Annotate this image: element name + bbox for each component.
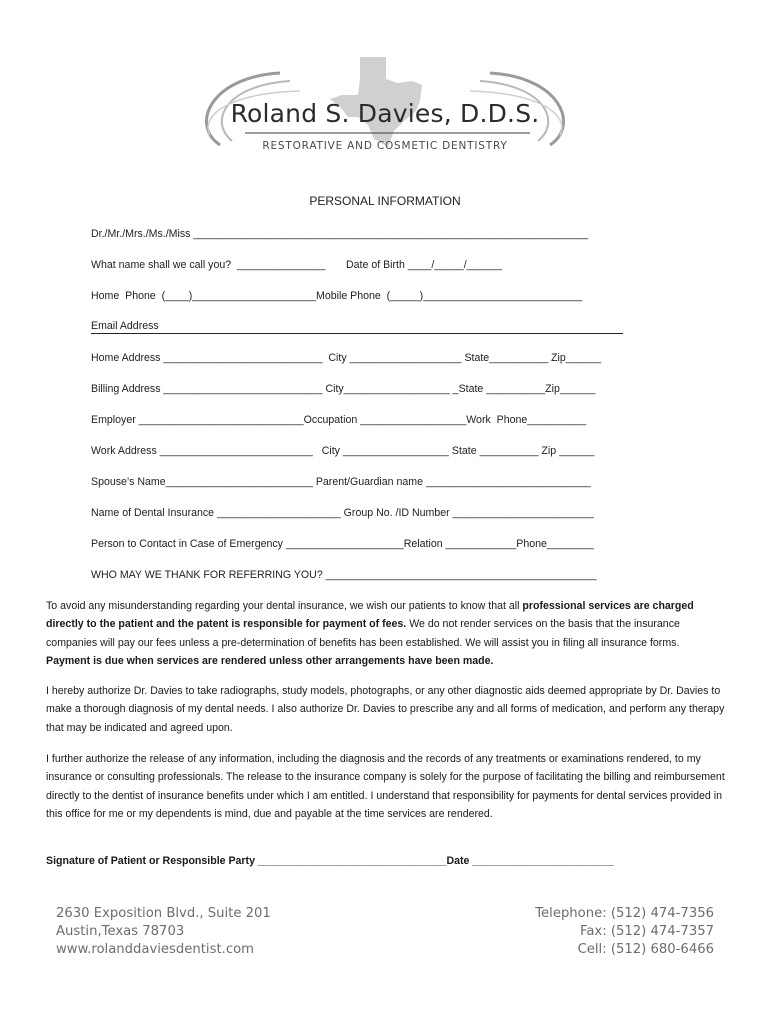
email-field[interactable]: Email Address — [91, 320, 623, 334]
address-line-2: Austin,Texas 78703 — [56, 924, 185, 939]
authorization-paragraph: I hereby authorize Dr. Davies to take radiographs, study models, photographs, or any other diagnostic aids deemed appropriate by Dr. Davies to make a thorough diagnosis of my dental needs. I also authorize Dr. Davies to prescribe any and all forms of medication, and perform any therapy that may be indicated and agreed upon. — [46, 685, 725, 734]
nickname-dob-field[interactable]: What name shall we call you? _______________ Date of Birth ____/_____/______ — [91, 259, 503, 271]
emergency-contact-field[interactable]: Person to Contact in Case of Emergency ____________________Relation ____________Phone________ — [91, 538, 595, 550]
fax-number: Fax: (512) 474-7357 — [579, 924, 714, 939]
referral-field[interactable]: WHO MAY WE THANK FOR REFERRING YOU? ______________________________________________ — [91, 569, 597, 581]
insurance-paragraph: To avoid any misunderstanding regarding your dental insurance, we wish our patients to know that all professional services are charged directly to the patient and the patent is responsible for payment of fees. We do not render services on the basis that the insurance companies will pay our fees unless a pre-determination of benefits has been established. We will assist you in filing all insurance forms. Payment is due when services are rendered unless other arrangements have been made. — [46, 600, 694, 668]
letterhead — [190, 55, 580, 170]
insurance-field[interactable]: Name of Dental Insurance _____________________ Group No. /ID Number ________________________ — [91, 507, 595, 519]
cell-number: Cell: (512) 680-6466 — [577, 942, 714, 957]
home-address-field[interactable]: Home Address ___________________________ City ___________________ State__________ Zip______ — [91, 352, 602, 364]
work-address-field[interactable]: Work Address __________________________ City __________________ State __________ Zip ______ — [91, 445, 595, 457]
billing-address-field[interactable]: Billing Address ___________________________ City__________________ _State __________Zip______ — [91, 383, 596, 395]
release-paragraph: I further authorize the release of any information, including the diagnosis and the records of any treatments or examinations rendered, to my insurance or consulting professionals. The release to the insurance company is solely for the purpose of facilitating the billing and reimbursement directly to the dentist of insurance benefits under which I am entitled. I understand that responsibility for payments for dental services provided in this office for me or my dependents is mind, due and payable at the time services are rendered. — [46, 753, 725, 821]
address-line-1: 2630 Exposition Blvd., Suite 201 — [56, 906, 271, 921]
employer-field[interactable]: Employer ____________________________Occupation __________________Work Phone__________ — [91, 414, 587, 426]
form-title: PERSONAL INFORMATION — [309, 194, 461, 208]
practice-name: Roland S. Davies, D.D.S. — [230, 99, 540, 128]
phone-field[interactable]: Home Phone (____)_____________________Mobile Phone (_____)___________________________ — [91, 290, 583, 302]
footer-contact — [535, 905, 714, 959]
telephone-number: Telephone: (512) 474-7356 — [535, 906, 714, 921]
website-link[interactable]: www.rolanddaviesdentist.com — [56, 942, 254, 957]
practice-tagline: RESTORATIVE AND COSMETIC DENTISTRY — [262, 140, 508, 152]
salutation-field[interactable]: Dr./Mr./Mrs./Ms./Miss ___________________________________________________________________ — [91, 228, 589, 240]
footer-address — [56, 905, 271, 959]
signature-line[interactable]: Signature of Patient or Responsible Party ________________________________Date ________________________ — [46, 855, 614, 867]
spouse-guardian-field[interactable]: Spouse’s Name_________________________ Parent/Guardian name ____________________________ — [91, 476, 591, 488]
